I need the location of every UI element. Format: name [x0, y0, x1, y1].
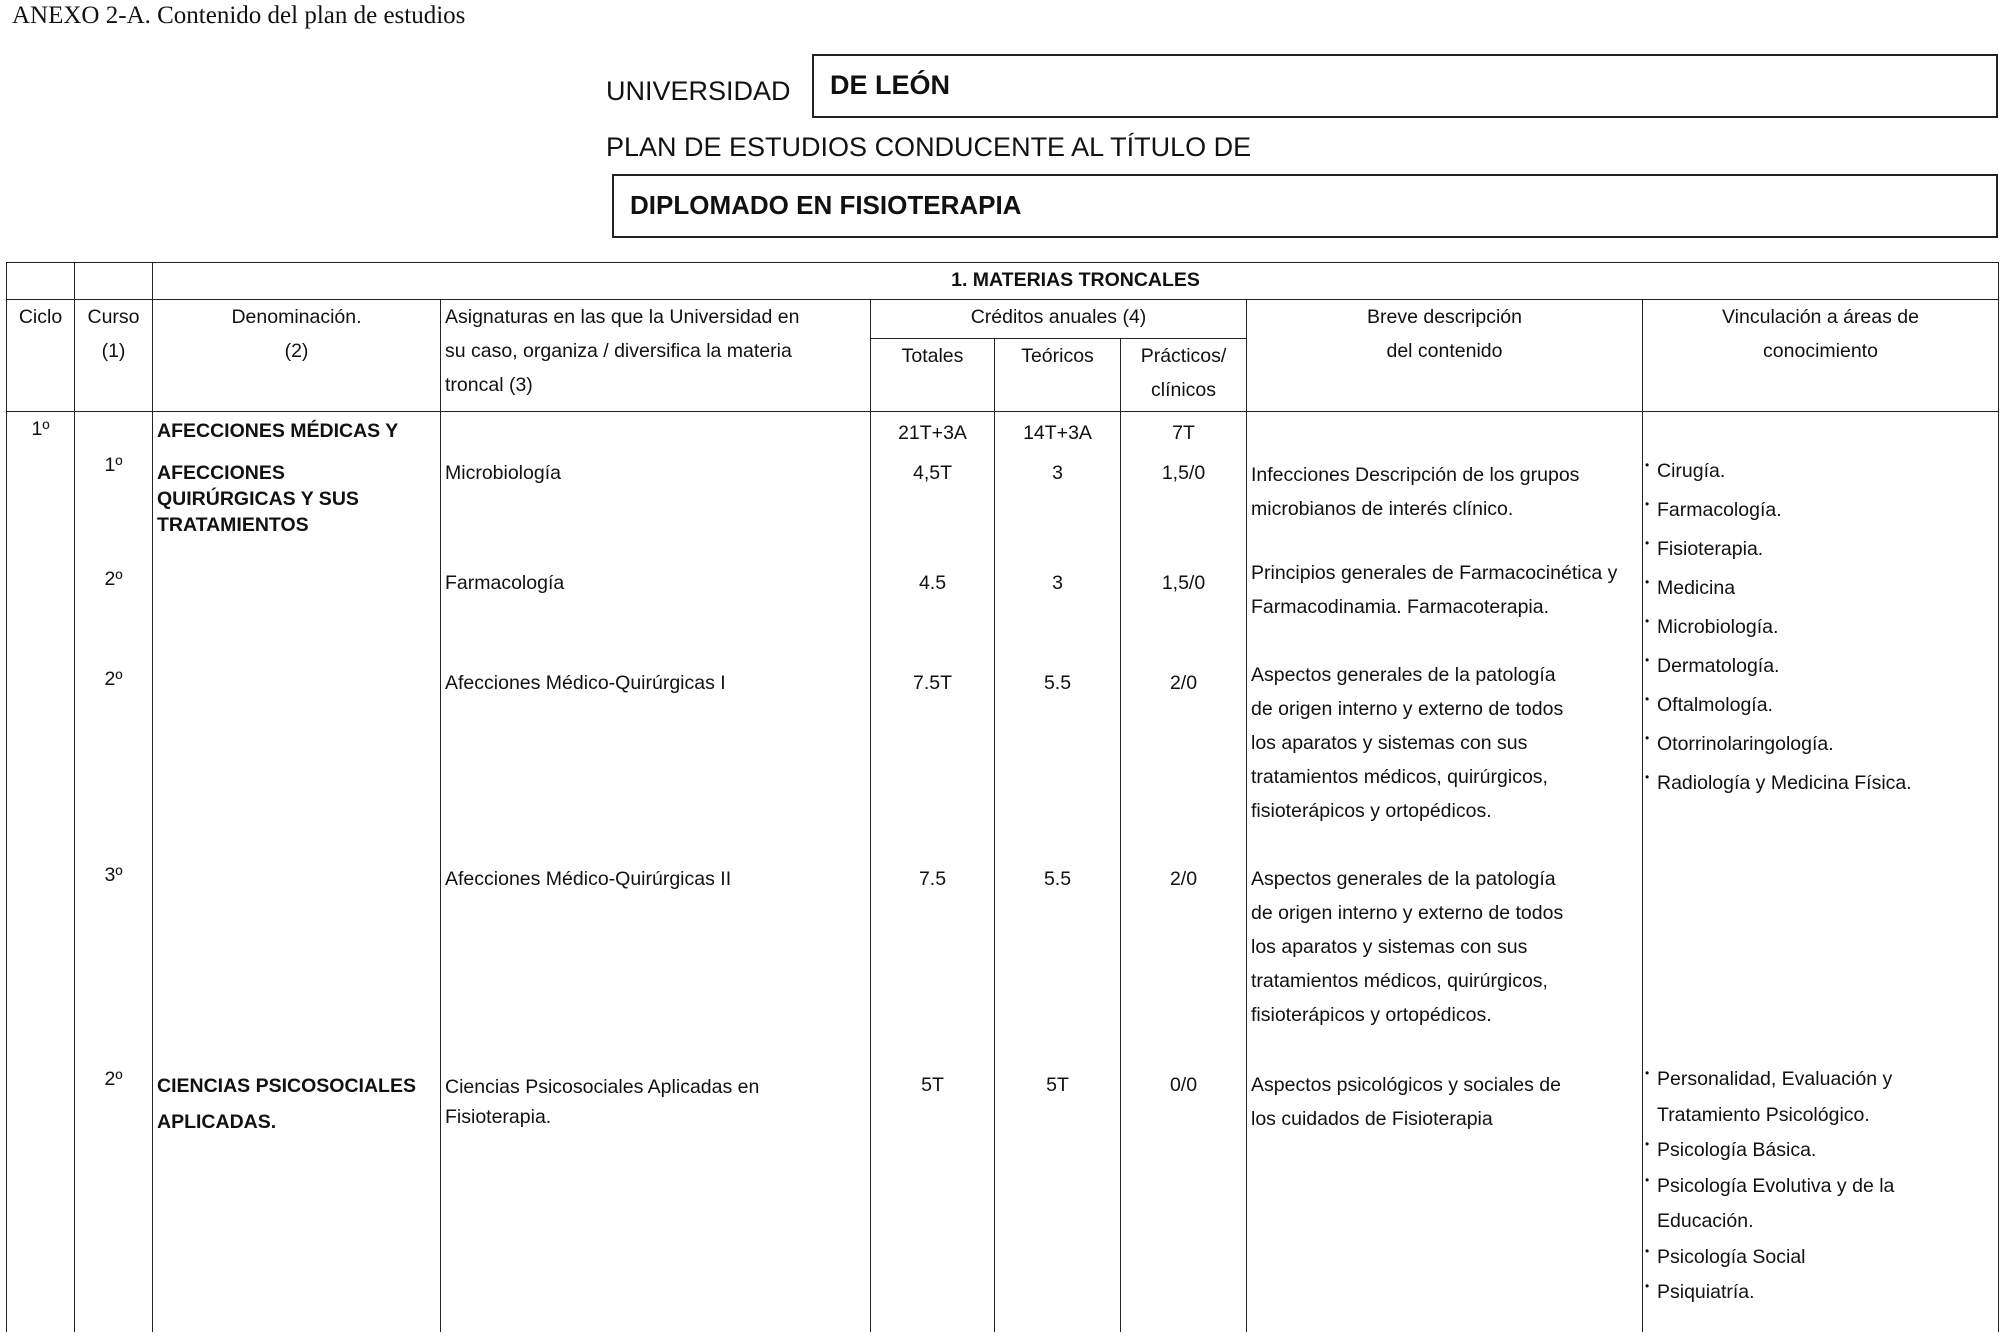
- area-item-continuation: Educación.: [1657, 1210, 1754, 1232]
- curso-cell: [75, 412, 153, 1333]
- denominacion-cell: [153, 412, 441, 1333]
- materia-name: [157, 1068, 440, 1140]
- curso-value: 2º: [104, 568, 123, 590]
- totales-cell: [871, 412, 995, 1333]
- totales-value: 7.5T: [912, 672, 953, 694]
- col-asignaturas: [441, 300, 871, 412]
- col-curso-label: Curso: [87, 306, 140, 328]
- descripcion-line: tratamientos médicos, quirúrgicos,: [1251, 970, 1548, 992]
- col-denominacion: [153, 300, 441, 412]
- practicos-value: 1,5/0: [1161, 572, 1206, 594]
- areas-list: [1643, 1062, 1998, 1311]
- practicos-value: 2/0: [1169, 672, 1198, 694]
- teoricos-value: 5.5: [1043, 672, 1072, 694]
- area-item: • Otorrinolaringología.: [1643, 725, 1998, 764]
- area-item: • Cirugía.: [1643, 452, 1998, 491]
- col-denominacion-note: (2): [284, 340, 309, 362]
- area-item: • Microbiología.: [1643, 608, 1998, 647]
- teoricos-cell: [995, 412, 1121, 1333]
- descripcion-line: Farmacodinamia. Farmacoterapia.: [1251, 596, 1550, 618]
- col-asignaturas-line3: troncal (3): [445, 374, 533, 396]
- descripcion-line: Principios generales de Farmacocinética y: [1251, 562, 1618, 584]
- area-item: • Psicología Social: [1643, 1240, 1998, 1276]
- descripcion-line: los aparatos y sistemas con sus: [1251, 732, 1528, 754]
- teoricos-value: 3: [1052, 462, 1063, 484]
- practicos-value: 7T: [1172, 422, 1195, 444]
- materia-name-line: QUIRÚRGICAS Y SUS: [157, 488, 359, 510]
- totales-value: 7.5: [918, 868, 947, 890]
- curso-value: 2º: [104, 1068, 123, 1090]
- totales-value: 21T+3A: [898, 422, 967, 444]
- area-item: • Medicina: [1643, 569, 1998, 608]
- blank-cell: [7, 263, 75, 300]
- university-name: DE LEÓN: [830, 70, 951, 100]
- area-item: • Fisioterapia.: [1643, 530, 1998, 569]
- materia-name-line: TRATAMIENTOS: [157, 514, 309, 536]
- totales-value: 5T: [921, 1074, 944, 1096]
- materia-name-line: AFECCIONES: [157, 462, 285, 484]
- teoricos-value: 14T+3A: [1023, 422, 1092, 444]
- practicos-value: 0/0: [1169, 1074, 1198, 1096]
- area-item-continuation: Tratamiento Psicológico.: [1657, 1103, 1870, 1126]
- university-box: [812, 54, 1998, 118]
- teoricos-value: 5.5: [1043, 868, 1072, 890]
- col-denominacion-label: Denominación.: [231, 306, 362, 328]
- asignatura-name: [445, 1072, 870, 1132]
- col-descripcion: [1247, 300, 1643, 412]
- practicos-value: 1,5/0: [1161, 462, 1206, 484]
- descripcion-line: Aspectos generales de la patología: [1251, 664, 1556, 686]
- practicos-value: 2/0: [1169, 868, 1198, 890]
- descripcion-line: Aspectos generales de la patología: [1251, 868, 1556, 890]
- vinculacion-cell: [1643, 412, 1999, 1333]
- ciclo-cell: [7, 412, 75, 1333]
- area-item: • Psicología Evolutiva y de la: [1643, 1169, 1998, 1205]
- col-teoricos: Teóricos: [995, 339, 1121, 412]
- asignatura-name: Farmacología: [445, 572, 565, 594]
- teoricos-value: 3: [1052, 572, 1063, 594]
- descripcion-line: Aspectos psicológicos y sociales de: [1251, 1074, 1561, 1096]
- ciclo-value: 1º: [31, 418, 50, 440]
- degree-title: DIPLOMADO EN FISIOTERAPIA: [630, 190, 1022, 220]
- descripcion-line: tratamientos médicos, quirúrgicos,: [1251, 766, 1548, 788]
- descripcion-text: [1251, 556, 1642, 624]
- col-practicos: [1121, 339, 1247, 412]
- col-ciclo-label: Ciclo: [18, 306, 63, 328]
- asignatura-name: Afecciones Médico-Quirúrgicas I: [445, 672, 726, 694]
- totales-value: 4.5: [918, 572, 947, 594]
- materia-name-line: AFECCIONES MÉDICAS Y: [157, 420, 399, 442]
- asignaturas-cell: [441, 412, 871, 1333]
- annex-title: ANEXO 2-A. Contenido del plan de estudios: [12, 2, 466, 29]
- col-ciclo: [7, 300, 75, 412]
- materia-name-line: CIENCIAS PSICOSOCIALES: [157, 1075, 416, 1097]
- university-label: UNIVERSIDAD: [606, 76, 791, 106]
- col-vinculacion-line1: Vinculación a áreas de: [1722, 306, 1919, 328]
- asignatura-name-line: Fisioterapia.: [445, 1106, 552, 1128]
- teoricos-value: 5T: [1046, 1074, 1069, 1096]
- col-practicos-line2: clínicos: [1150, 379, 1217, 401]
- col-vinculacion-line2: conocimiento: [1763, 340, 1878, 362]
- curso-value: 3º: [104, 864, 123, 886]
- descripcion-line: los aparatos y sistemas con sus: [1251, 936, 1528, 958]
- col-descripcion-line1: Breve descripción: [1367, 306, 1522, 328]
- col-descripcion-line2: del contenido: [1386, 340, 1503, 362]
- area-item: • Psiquiatría.: [1643, 1275, 1998, 1311]
- descripcion-line: Infecciones Descripción de los grupos: [1251, 464, 1580, 486]
- areas-list: [1643, 452, 1998, 803]
- col-practicos-line1: Prácticos/: [1140, 345, 1227, 367]
- area-item: • Farmacología.: [1643, 491, 1998, 530]
- area-item: • Oftalmología.: [1643, 686, 1998, 725]
- materia-name: [157, 460, 440, 538]
- materia-name-line: APLICADAS.: [157, 1111, 277, 1133]
- descripcion-line: de origen interno y externo de todos: [1251, 698, 1564, 720]
- plan-label: PLAN DE ESTUDIOS CONDUCENTE AL TÍTULO DE: [606, 132, 1252, 162]
- descripcion-line: fisioterápicos y ortopédicos.: [1251, 1004, 1492, 1026]
- curso-value: 2º: [104, 668, 123, 690]
- descripcion-line: fisioterápicos y ortopédicos.: [1251, 800, 1492, 822]
- area-item: • Personalidad, Evaluación y: [1643, 1062, 1998, 1098]
- col-vinculacion: [1643, 300, 1999, 412]
- descripcion-line: microbianos de interés clínico.: [1251, 498, 1514, 520]
- descripcion-text: [1251, 862, 1642, 1032]
- col-creditos: Créditos anuales (4): [871, 300, 1247, 339]
- descripcion-cell: [1247, 412, 1643, 1333]
- descripcion-line: los cuidados de Fisioterapia: [1251, 1108, 1493, 1130]
- materia-name: [157, 416, 440, 446]
- descripcion-text: [1251, 458, 1642, 526]
- area-item: • Dermatología.: [1643, 647, 1998, 686]
- col-asignaturas-line1: Asignaturas en las que la Universidad en: [445, 306, 800, 328]
- asignatura-name: Microbiología: [445, 462, 561, 484]
- col-asignaturas-line2: su caso, organiza / diversifica la materia: [445, 340, 792, 362]
- col-curso: [75, 300, 153, 412]
- blank-cell: [75, 263, 153, 300]
- section-title: 1. MATERIAS TRONCALES: [153, 263, 1999, 300]
- area-item: • Psicología Básica.: [1643, 1133, 1998, 1169]
- curso-value: 1º: [104, 454, 123, 476]
- asignatura-name: Afecciones Médico-Quirúrgicas II: [445, 868, 732, 890]
- descripcion-text: [1251, 658, 1642, 828]
- col-curso-note: (1): [101, 340, 126, 362]
- practicos-cell: [1121, 412, 1247, 1333]
- descripcion-text: [1251, 1068, 1642, 1136]
- descripcion-line: de origen interno y externo de todos: [1251, 902, 1564, 924]
- area-item: • Radiología y Medicina Física.: [1643, 764, 1998, 803]
- totales-value: 4,5T: [912, 462, 953, 484]
- asignatura-name-line: Ciencias Psicosociales Aplicadas en: [445, 1076, 760, 1098]
- col-totales: Totales: [871, 339, 995, 412]
- curriculum-table: [6, 262, 1999, 1332]
